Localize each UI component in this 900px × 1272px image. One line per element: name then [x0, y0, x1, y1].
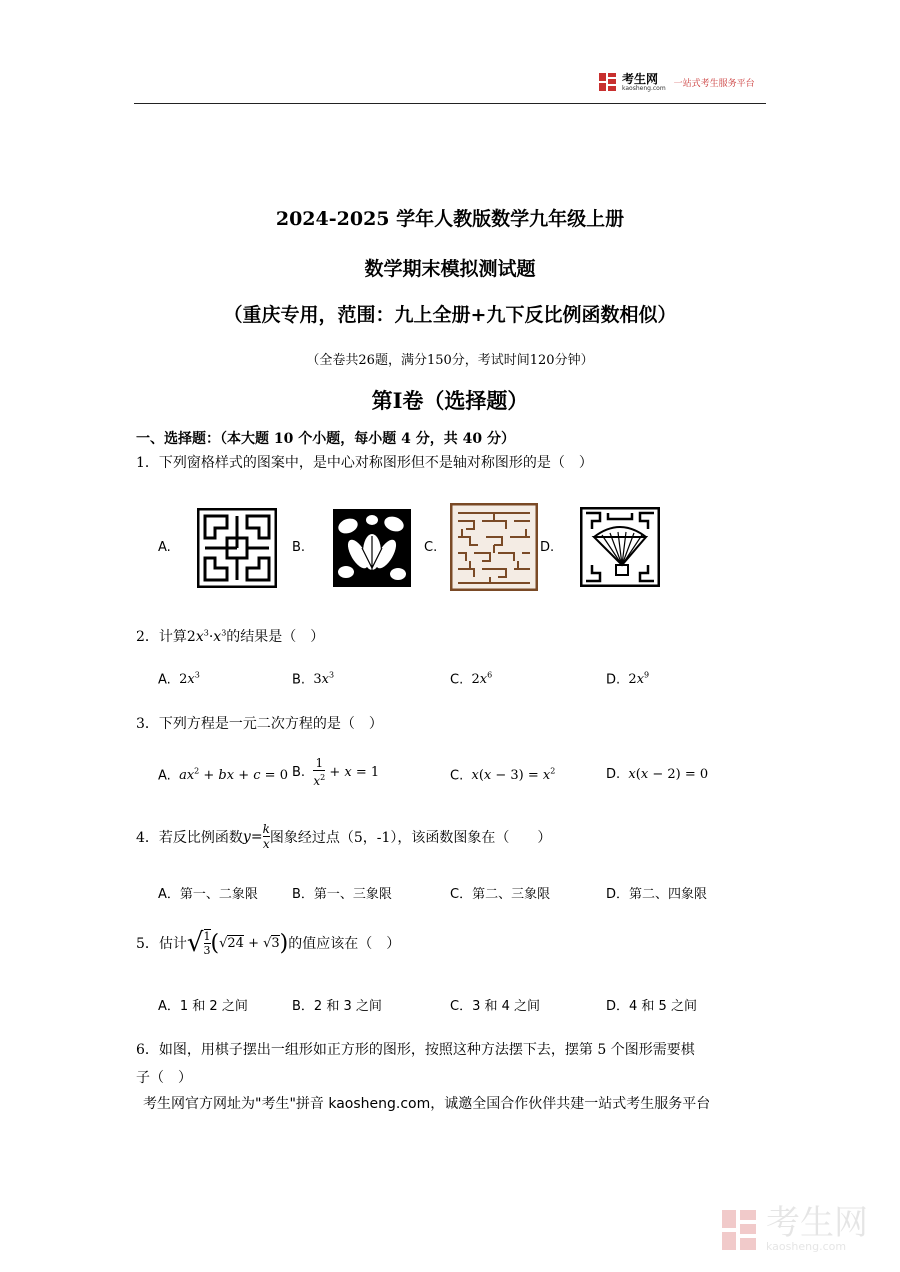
q5-option-b: B．2 和 3 之间: [292, 999, 382, 1014]
exam-meta: （全卷共26题，满分150分，考试时间120分钟）: [306, 353, 594, 368]
watermark-domain: kaosheng.com: [766, 1240, 847, 1253]
q4-option-b: B．第一、三象限: [292, 887, 392, 902]
q3-option-d: D. x(x − 2) = 0: [606, 767, 709, 782]
question-6-stem-line-1: 6．如图，用棋子摆出一组形如正方形的图形，按照这种方法摆下去，摆第 5 个图形需要棋: [136, 1042, 695, 1058]
q4-stem-suffix: 图象经过点（5，-1），该函数图象在（ ）: [269, 829, 552, 846]
question-2-stem: [136, 626, 324, 646]
logo-text: [622, 73, 666, 92]
kaosheng-logo-icon: [598, 72, 618, 92]
q4-function: y = k x: [242, 822, 270, 851]
q2-option-b: B. $3x^3$: [292, 671, 335, 688]
q3-option-c: C. $x(x - 3) = x^2$: [450, 767, 556, 784]
watermark: [720, 1203, 868, 1253]
watermark-logo-icon: [720, 1208, 760, 1252]
q1-option-a-label: A.: [158, 540, 171, 555]
q1-option-b-label: B.: [292, 540, 306, 555]
q2-stem-prefix: 2．计算: [136, 629, 187, 645]
q2-option-c: C. $2x^6$: [450, 671, 493, 688]
watermark-name: 考生网: [766, 1203, 868, 1243]
q1-option-c-fret-pattern: [450, 503, 538, 591]
q3-option-b: B. 1 $x^2$ + x = 1: [292, 756, 380, 788]
q2-expression: $2x^3\cdot x^3$: [186, 628, 227, 645]
header-logo: [598, 72, 755, 92]
q5-stem-prefix: 5．估计: [136, 936, 187, 952]
q5-option-d: D．4 和 5 之间: [606, 999, 697, 1014]
question-4-stem: [136, 822, 551, 851]
q2-option-a: A. $2x^3$: [158, 671, 200, 688]
q5-option-c: C．3 和 4 之间: [450, 999, 541, 1014]
q1-option-d-fan-pattern: [580, 507, 660, 587]
question-3-stem: 3．下列方程是一元二次方程的是（ ）: [136, 716, 383, 732]
q3-option-a: A. $ax^2$ + bx + c = 0: [158, 767, 288, 784]
q5-option-a: A．1 和 2 之间: [158, 999, 248, 1014]
header-divider: [134, 103, 766, 104]
q1-option-d-label: D.: [540, 540, 555, 555]
section-heading: 一、选择题：（本大题 10 个小题，每小题 4 分，共 40 分）: [136, 431, 515, 447]
question-6-stem-line-2: 子（ ）: [136, 1070, 192, 1086]
header-slogan: 一站式考生服务平台: [673, 78, 755, 89]
question-5-stem: [136, 928, 400, 958]
q4-option-d: D．第二、四象限: [606, 887, 708, 902]
logo-name: 考生网: [622, 71, 659, 86]
title-line-2: 数学期末模拟测试题: [364, 258, 536, 280]
q2-option-d: D. $2x^9$: [606, 671, 650, 688]
question-1-stem: 1．下列窗格样式的图案中，是中心对称图形但不是轴对称图形的是（ ）: [136, 455, 593, 471]
volume-heading: 第I卷（选择题）: [371, 388, 529, 413]
logo-domain: kaosheng.com: [622, 84, 666, 92]
q2-stem-suffix: 的结果是（ ）: [226, 629, 325, 645]
title-line-1: 2024-2025 学年人教版数学九年级上册: [275, 208, 625, 230]
footer-notice: 考生网官方网址为"考生"拼音 kaosheng.com，诚邀全国合作伙伴共建一站式考生服务平台: [143, 1096, 711, 1112]
q4-option-a: A．第一、二象限: [158, 887, 258, 902]
title-line-3: （重庆专用，范围：九上全册+九下反比例函数相似）: [223, 304, 677, 326]
q4-option-c: C．第二、三象限: [450, 887, 551, 902]
q5-stem-suffix: 的值应该在（ ）: [288, 936, 401, 952]
q4-stem-prefix: 4．若反比例函数: [136, 829, 243, 846]
q1-option-a-pattern: [197, 508, 277, 588]
q1-option-c-label: C.: [424, 540, 438, 555]
q5-expression: √ 1 3 ( √ 24 + √ 3 ): [186, 928, 289, 958]
q1-option-b-lotus-pattern: [332, 508, 412, 588]
